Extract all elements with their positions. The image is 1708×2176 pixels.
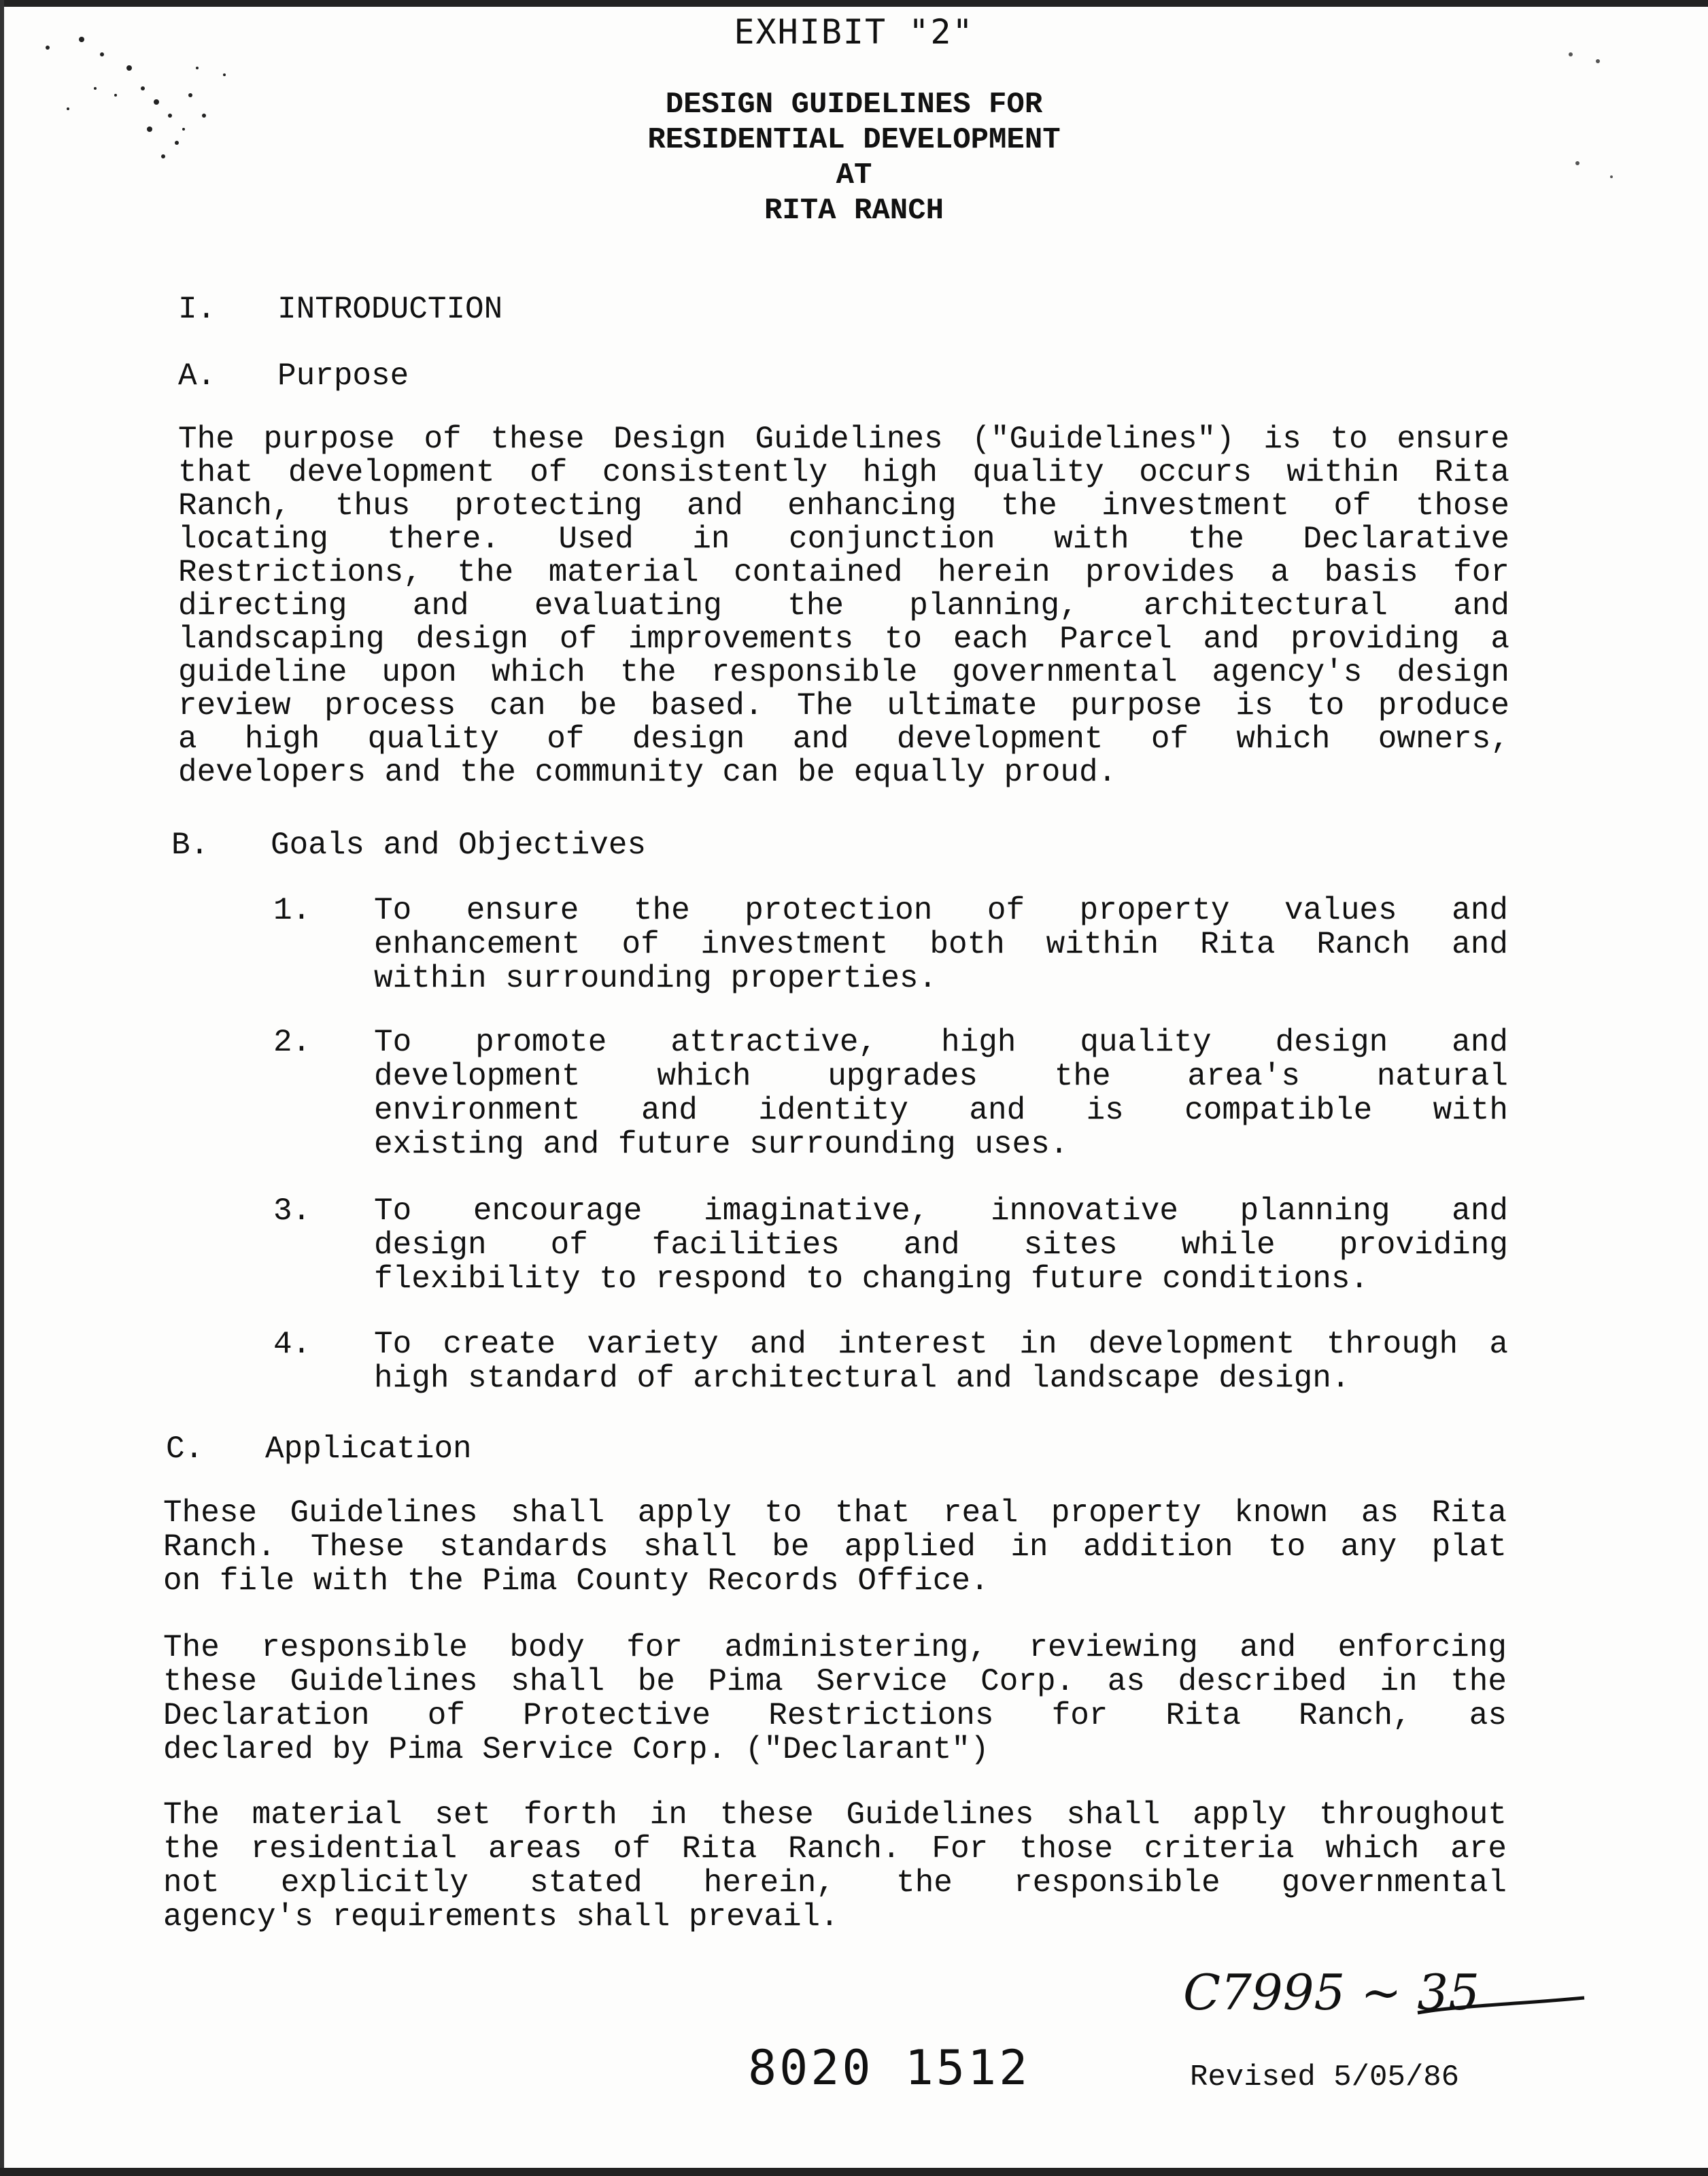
text-line: development which upgrades the area's natural bbox=[374, 1059, 1508, 1094]
text-line: developers and the community can be equally proud. bbox=[178, 755, 1117, 790]
text-line: Ranch, thus protecting and enhancing the investment of those bbox=[178, 488, 1509, 524]
goal-item bbox=[374, 894, 1508, 996]
text-line: that development of consistently high quality occurs within Rita bbox=[178, 455, 1509, 490]
application-paragraph bbox=[163, 1798, 1507, 1934]
title-line: RESIDENTIAL DEVELOPMENT bbox=[647, 123, 1061, 157]
text-line: These Guidelines shall apply to that real property known as Rita bbox=[163, 1495, 1507, 1531]
goal-number: 1. bbox=[273, 893, 311, 928]
text-line: the residential areas of Rita Ranch. For those criteria which are bbox=[163, 1831, 1507, 1867]
text-line: To ensure the protection of property values and bbox=[374, 893, 1508, 928]
text-line: declared by Pima Service Corp. ("Declarant") bbox=[163, 1732, 989, 1767]
text-line: enhancement of investment both within Rita Ranch and bbox=[374, 927, 1508, 962]
subsection-number: C. bbox=[166, 1431, 204, 1467]
text-line: guideline upon which the responsible governmental agency's design bbox=[178, 655, 1509, 690]
text-line: not explicitly stated herein, the responsible governmental bbox=[163, 1865, 1507, 1901]
scan-border-top bbox=[0, 0, 1708, 7]
handwritten-reference: C7995 ~ 35 bbox=[1183, 1964, 1480, 2021]
scan-border-bottom bbox=[0, 2168, 1708, 2176]
stamp-number: 8020 1512 bbox=[748, 2040, 1031, 2096]
application-paragraph bbox=[163, 1631, 1507, 1767]
subsection-heading: Application bbox=[265, 1431, 472, 1467]
goal-number: 4. bbox=[273, 1327, 311, 1362]
subsection-number: B. bbox=[171, 828, 209, 863]
text-line: Ranch. These standards shall be applied in addition to any plat bbox=[163, 1529, 1507, 1565]
text-line: high standard of architectural and landscape design. bbox=[374, 1361, 1350, 1396]
title-line: RITA RANCH bbox=[764, 194, 944, 228]
section-number: I. bbox=[178, 292, 216, 327]
text-line: agency's requirements shall prevail. bbox=[163, 1899, 839, 1935]
text-line: To encourage imaginative, innovative planning and bbox=[374, 1193, 1508, 1229]
subsection-heading: Goals and Objectives bbox=[271, 828, 647, 863]
text-line: Restrictions, the material contained herein provides a basis for bbox=[178, 555, 1509, 590]
title-line: AT bbox=[836, 158, 872, 192]
scan-border-left bbox=[0, 0, 4, 2176]
text-line: The responsible body for administering, reviewing and enforcing bbox=[163, 1630, 1507, 1665]
handwritten-stroke bbox=[1414, 1986, 1591, 2026]
goal-item bbox=[374, 1194, 1508, 1296]
goal-item bbox=[374, 1025, 1508, 1161]
text-line: review process can be based. The ultimate purpose is to produce bbox=[178, 688, 1509, 724]
section-heading: INTRODUCTION bbox=[277, 292, 503, 327]
purpose-paragraph bbox=[178, 423, 1509, 789]
text-line: within surrounding properties. bbox=[374, 961, 938, 996]
exhibit-label: EXHIBIT "2" bbox=[734, 12, 974, 52]
text-line: To promote attractive, high quality design and bbox=[374, 1025, 1508, 1060]
text-line: locating there. Used in conjunction with the Declarative bbox=[178, 522, 1509, 557]
text-line: existing and future surrounding uses. bbox=[374, 1127, 1069, 1162]
text-line: The material set forth in these Guidelines shall apply throughout bbox=[163, 1797, 1507, 1833]
application-paragraph bbox=[163, 1496, 1507, 1598]
text-line: Declaration of Protective Restrictions for Rita Ranch, as bbox=[163, 1698, 1507, 1733]
text-line: on file with the Pima County Records Office. bbox=[163, 1563, 989, 1599]
text-line: a high quality of design and development of which owners, bbox=[178, 721, 1509, 757]
text-line: flexibility to respond to changing future conditions. bbox=[374, 1261, 1369, 1297]
text-line: directing and evaluating the planning, architectural and bbox=[178, 588, 1509, 624]
goal-number: 3. bbox=[273, 1193, 311, 1229]
text-line: environment and identity and is compatible with bbox=[374, 1093, 1508, 1128]
title-line: DESIGN GUIDELINES FOR bbox=[665, 88, 1043, 122]
goal-number: 2. bbox=[273, 1025, 311, 1060]
subsection-heading: Purpose bbox=[277, 358, 409, 394]
text-line: The purpose of these Design Guidelines ("Guidelines") is to ensure bbox=[178, 422, 1509, 457]
document-title bbox=[0, 87, 1708, 228]
subsection-number: A. bbox=[178, 358, 216, 394]
revised-date: Revised 5/05/86 bbox=[1190, 2060, 1460, 2094]
text-line: landscaping design of improvements to each Parcel and providing a bbox=[178, 622, 1509, 657]
text-line: To create variety and interest in development through a bbox=[374, 1327, 1508, 1362]
goal-item bbox=[374, 1327, 1508, 1395]
text-line: these Guidelines shall be Pima Service Corp. as described in the bbox=[163, 1664, 1507, 1699]
text-line: design of facilities and sites while providing bbox=[374, 1227, 1508, 1263]
